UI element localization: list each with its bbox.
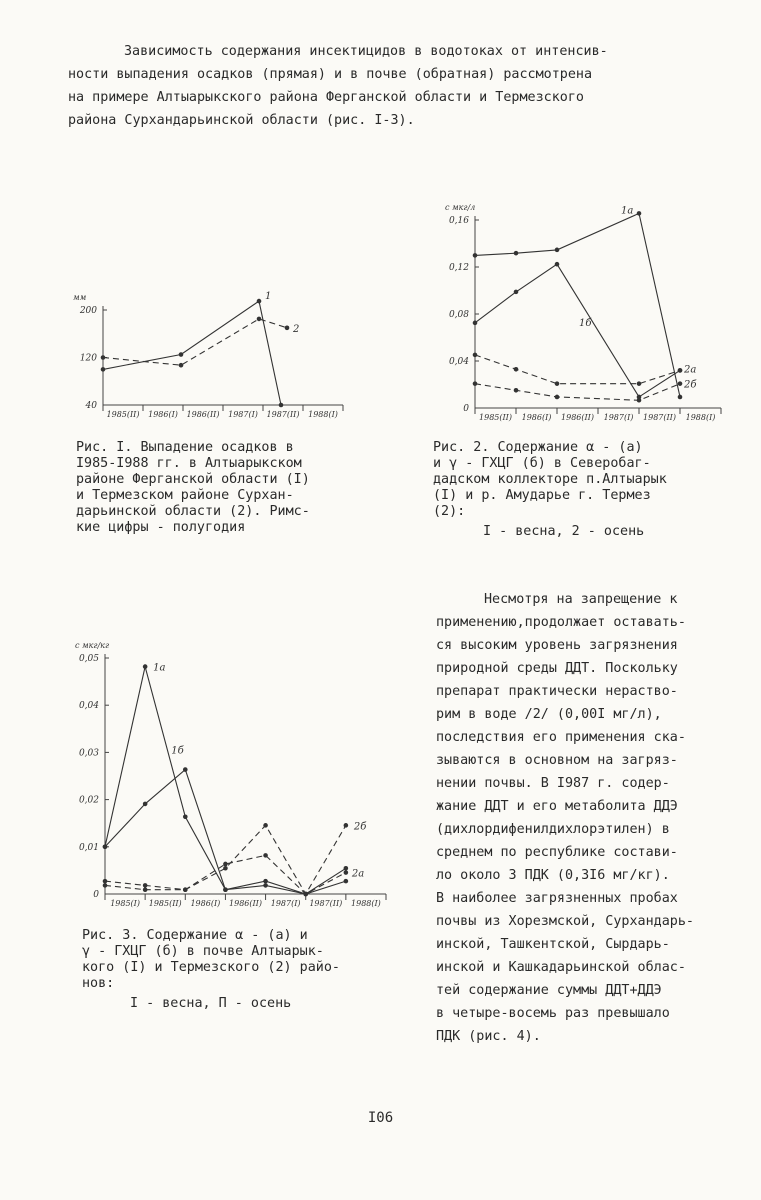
data-point bbox=[344, 866, 349, 871]
body-line: зываются в основном на загряз- bbox=[436, 753, 678, 768]
data-point bbox=[514, 251, 519, 256]
y-tick-label: 0,08 bbox=[448, 310, 469, 320]
data-point bbox=[263, 879, 268, 884]
figure-1-caption bbox=[76, 440, 310, 536]
y-axis-label: с мкг/л bbox=[445, 203, 476, 212]
x-tick-label: 1988(I) bbox=[308, 410, 338, 419]
figure-2-legend: I - весна, 2 - осень bbox=[483, 524, 645, 539]
series-label: 1б bbox=[171, 745, 184, 757]
figure-3-chart bbox=[60, 640, 410, 920]
caption-line: и γ - ГХЦГ (б) в Северобаг- bbox=[433, 456, 651, 471]
caption-line: нов: bbox=[82, 976, 115, 991]
data-point bbox=[473, 321, 478, 326]
body-line: (дихлордифенилдихлорэтилен) в bbox=[436, 822, 670, 837]
caption-line: кие цифры - полугодия bbox=[76, 520, 246, 535]
y-tick-label: 0,01 bbox=[78, 842, 99, 853]
y-tick-label: 200 bbox=[79, 306, 97, 316]
series-line-2б bbox=[105, 825, 346, 894]
y-axis-label: мм bbox=[73, 293, 87, 302]
data-point bbox=[179, 352, 184, 357]
data-point bbox=[103, 845, 108, 850]
data-point bbox=[257, 317, 262, 322]
series-label: 1а bbox=[621, 205, 634, 217]
x-tick-label: 1985(II) bbox=[479, 413, 512, 422]
series-line-2а bbox=[475, 355, 680, 384]
caption-line: кого (I) и Термезского (2) райо- bbox=[82, 960, 340, 975]
body-line: тей содержание суммы ДДТ+ДДЭ bbox=[436, 983, 662, 998]
data-point bbox=[678, 395, 683, 400]
data-point bbox=[473, 253, 478, 258]
x-tick-label: 1987(II) bbox=[266, 410, 300, 419]
body-line: рим в воде /2/ (0,00I мг/л), bbox=[436, 707, 662, 722]
data-point bbox=[344, 870, 349, 875]
body-line: жание ДДТ и его метаболита ДДЭ bbox=[436, 799, 678, 814]
data-point bbox=[183, 814, 188, 819]
data-point bbox=[555, 262, 560, 267]
body-line: инской и Кашкадарьинской облас- bbox=[436, 960, 686, 975]
figure-1-chart bbox=[60, 280, 380, 430]
data-point bbox=[143, 802, 148, 807]
caption-line: дарьинской области (2). Римс- bbox=[76, 504, 310, 519]
data-point bbox=[103, 883, 108, 888]
data-point bbox=[263, 853, 268, 858]
intro-line: района Сурхандарьинской области (рис. I-3). bbox=[68, 113, 415, 128]
x-tick-label: 1985(I) bbox=[110, 899, 140, 908]
x-tick-label: 1987(I) bbox=[603, 413, 634, 422]
series-label: 2а bbox=[351, 868, 365, 880]
x-tick-label: 1988(I) bbox=[685, 413, 716, 422]
intro-line: Зависимость содержания инсектицидов в водотоках от интенсив- bbox=[124, 44, 608, 59]
body-line: природной среды ДДТ. Поскольку bbox=[436, 661, 678, 676]
series-label: 1 bbox=[265, 291, 272, 303]
x-tick-label: 1986(II) bbox=[561, 413, 594, 422]
data-point bbox=[637, 381, 642, 386]
body-line: ло около 3 ПДК (0,3I6 мг/кг). bbox=[436, 868, 670, 883]
data-point bbox=[473, 381, 478, 386]
series-label: 2б bbox=[353, 821, 367, 833]
x-tick-label: 1986(I) bbox=[521, 413, 552, 422]
x-tick-label: 1986(I) bbox=[190, 899, 221, 908]
data-point bbox=[183, 767, 188, 772]
data-point bbox=[223, 866, 228, 871]
body-line: Несмотря на запрещение к bbox=[484, 592, 678, 607]
data-point bbox=[555, 248, 560, 253]
data-point bbox=[678, 368, 683, 373]
x-tick-label: 1987(II) bbox=[643, 413, 676, 422]
data-point bbox=[143, 664, 148, 669]
x-tick-label: 1986(II) bbox=[186, 410, 220, 419]
y-tick-label: 0,12 bbox=[448, 263, 469, 273]
series-line-1 bbox=[103, 301, 281, 405]
caption-line: и Термезском районе Сурхан- bbox=[76, 488, 294, 503]
body-line: нении почвы. В I987 г. содер- bbox=[436, 776, 670, 791]
intro-line: ности выпадения осадков (прямая) и в почве (обратная) рассмотрена bbox=[68, 67, 593, 82]
series-label: 2 bbox=[293, 323, 300, 335]
body-paragraph bbox=[436, 588, 756, 1048]
figure-2-caption bbox=[433, 440, 667, 540]
series-line-1б bbox=[105, 770, 346, 894]
y-tick-label: 0,05 bbox=[78, 654, 99, 664]
body-line: препарат практически нераство- bbox=[436, 684, 678, 699]
series-line-1а bbox=[105, 667, 346, 894]
data-point bbox=[285, 326, 290, 331]
caption-line: (I) и р. Амударье г. Термез bbox=[433, 488, 651, 503]
data-point bbox=[514, 388, 519, 393]
data-point bbox=[303, 892, 308, 897]
data-point bbox=[103, 879, 108, 884]
body-line: последствия его применения ска- bbox=[436, 730, 686, 745]
x-tick-label: 1987(II) bbox=[309, 899, 343, 908]
y-tick-label: 0,04 bbox=[448, 357, 469, 367]
body-line: почвы из Хорезмской, Сурхандарь- bbox=[436, 914, 694, 929]
y-tick-label: 0 bbox=[93, 890, 99, 900]
body-line: В наиболее загрязненных пробах bbox=[436, 891, 678, 906]
figure-3-caption bbox=[82, 928, 340, 1012]
y-axis-label: с мкг/кг bbox=[75, 641, 109, 650]
y-tick-label: 0 bbox=[463, 404, 469, 414]
data-point bbox=[101, 355, 106, 360]
data-point bbox=[514, 367, 519, 372]
body-line: применению,продолжает оставать- bbox=[436, 615, 686, 630]
y-tick-label: 0,16 bbox=[448, 216, 469, 226]
data-point bbox=[101, 367, 106, 372]
series-line-2б bbox=[475, 384, 680, 401]
data-point bbox=[555, 395, 560, 400]
y-tick-label: 120 bbox=[79, 353, 97, 364]
series-label: 1б bbox=[579, 318, 592, 330]
data-point bbox=[179, 363, 184, 368]
data-point bbox=[183, 887, 188, 892]
data-point bbox=[223, 862, 228, 867]
data-point bbox=[473, 353, 478, 358]
caption-line: (2): bbox=[433, 504, 466, 519]
x-tick-label: 1986(I) bbox=[148, 410, 178, 419]
data-point bbox=[263, 883, 268, 888]
caption-line: дадском коллекторе п.Алтыарык bbox=[433, 472, 667, 487]
series-label: 2а bbox=[684, 364, 697, 376]
page-number: I06 bbox=[367, 1110, 394, 1126]
caption-line: Рис. 2. Содержание α - (а) bbox=[433, 440, 643, 455]
y-tick-label: 0,03 bbox=[78, 748, 99, 759]
caption-line: γ - ГХЦГ (б) в почве Алтыарык- bbox=[82, 944, 324, 959]
series-line-2 bbox=[103, 319, 287, 365]
x-tick-label: 1986(II) bbox=[229, 899, 262, 908]
series-line-1б bbox=[475, 264, 680, 397]
y-tick-label: 40 bbox=[85, 401, 97, 411]
body-line: ПДК (рис. 4). bbox=[436, 1029, 541, 1044]
data-point bbox=[143, 883, 148, 888]
data-point bbox=[143, 887, 148, 892]
x-tick-label: 1985(II) bbox=[148, 899, 182, 908]
x-tick-label: 1987(I) bbox=[270, 899, 301, 908]
data-point bbox=[344, 879, 349, 884]
x-tick-label: 1987(I) bbox=[228, 410, 258, 419]
figure-3-legend: I - весна, П - осень bbox=[130, 996, 292, 1011]
caption-line: Рис. 3. Содержание α - (а) и bbox=[82, 928, 308, 943]
data-point bbox=[678, 381, 683, 386]
caption-line: I985-I988 гг. в Алтыарыкском bbox=[76, 456, 302, 471]
series-line-1а bbox=[475, 213, 680, 397]
data-point bbox=[344, 823, 349, 828]
data-point bbox=[257, 299, 262, 304]
body-line: среднем по республике состави- bbox=[436, 845, 678, 860]
intro-line: на примере Алтыарыкского района Ферганской области и Термезского bbox=[68, 90, 584, 105]
series-label: 2б bbox=[684, 379, 697, 391]
data-point bbox=[555, 381, 560, 386]
series-label: 1а bbox=[153, 662, 166, 674]
data-point bbox=[637, 211, 642, 216]
caption-line: районе Ферганской области (I) bbox=[76, 472, 310, 487]
x-tick-label: 1985(II) bbox=[106, 410, 140, 419]
data-point bbox=[223, 887, 228, 892]
data-point bbox=[637, 398, 642, 403]
body-line: ся высоким уровень загрязнения bbox=[436, 638, 678, 653]
figure-2-chart bbox=[430, 180, 750, 430]
intro-paragraph bbox=[68, 40, 728, 132]
data-point bbox=[514, 290, 519, 295]
caption-line: Рис. I. Выпадение осадков в bbox=[76, 440, 294, 455]
body-line: в четыре-восемь раз превышало bbox=[436, 1006, 670, 1021]
data-point bbox=[263, 823, 268, 828]
body-line: инской, Ташкентской, Сырдарь- bbox=[436, 937, 670, 952]
y-tick-label: 0,02 bbox=[78, 795, 99, 806]
y-tick-label: 0,04 bbox=[78, 701, 99, 712]
data-point bbox=[279, 403, 284, 408]
x-tick-label: 1988(I) bbox=[351, 899, 381, 908]
